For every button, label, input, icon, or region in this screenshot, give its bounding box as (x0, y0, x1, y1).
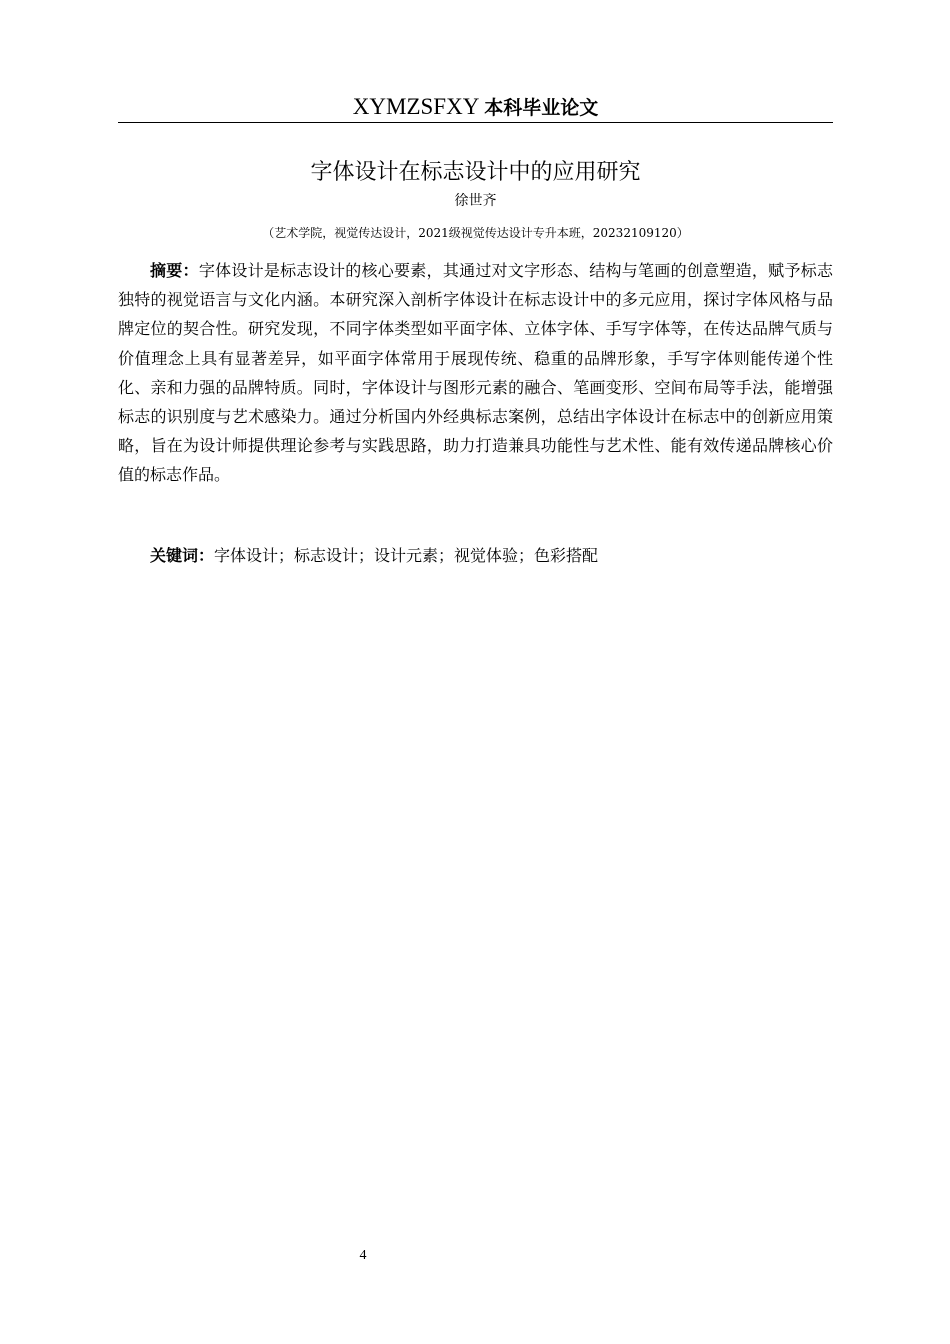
keywords-label: 关键词： (150, 546, 215, 565)
author-name: 徐世齐 (454, 193, 497, 209)
page-number: 4 (359, 1248, 367, 1263)
keywords-line (118, 541, 833, 570)
header-latin: XYMZSFXY (352, 94, 479, 119)
keywords-text: 字体设计；标志设计；设计元素；视觉体验；色彩搭配 (214, 546, 599, 565)
header-chinese: 本科毕业论文 (484, 97, 599, 119)
abstract-paragraph (118, 256, 833, 490)
header-rule (118, 122, 833, 123)
abstract-text: 字体设计是标志设计的核心要素，其通过对文字形态、结构与笔画的创意塑造，赋予标志独特的视觉语言与文化内涵。本研究深入剖析字体设计在标志设计中的多元应用，探讨字体风格与品牌定位的契合性。研究发现，不同字体类型如平面字体、立体字体、手写字体等，在传达品牌气质与价值理念上具有显著差异，如平面字体常用于展现传统、稳重的品牌形象，手写字体则能传递个性化、亲和力强的品牌特质。同时，字体设计与图形元素的融合、笔画变形、空间布局等手法，能增强标志的识别度与艺术感染力。通过分析国内外经典标志案例，总结出字体设计在标志中的创新应用策略，旨在为设计师提供理论参考与实践思路，助力打造兼具功能性与艺术性、能有效传递品牌核心价值的标志作品。 (118, 261, 833, 485)
abstract-label: 摘要： (150, 261, 199, 280)
running-header (118, 92, 833, 123)
paper-title: 字体设计在标志设计中的应用研究 (310, 160, 641, 185)
affiliation-line: （艺术学院，视觉传达设计，2021级视觉传达设计专升本班，20232109120） (262, 226, 689, 240)
